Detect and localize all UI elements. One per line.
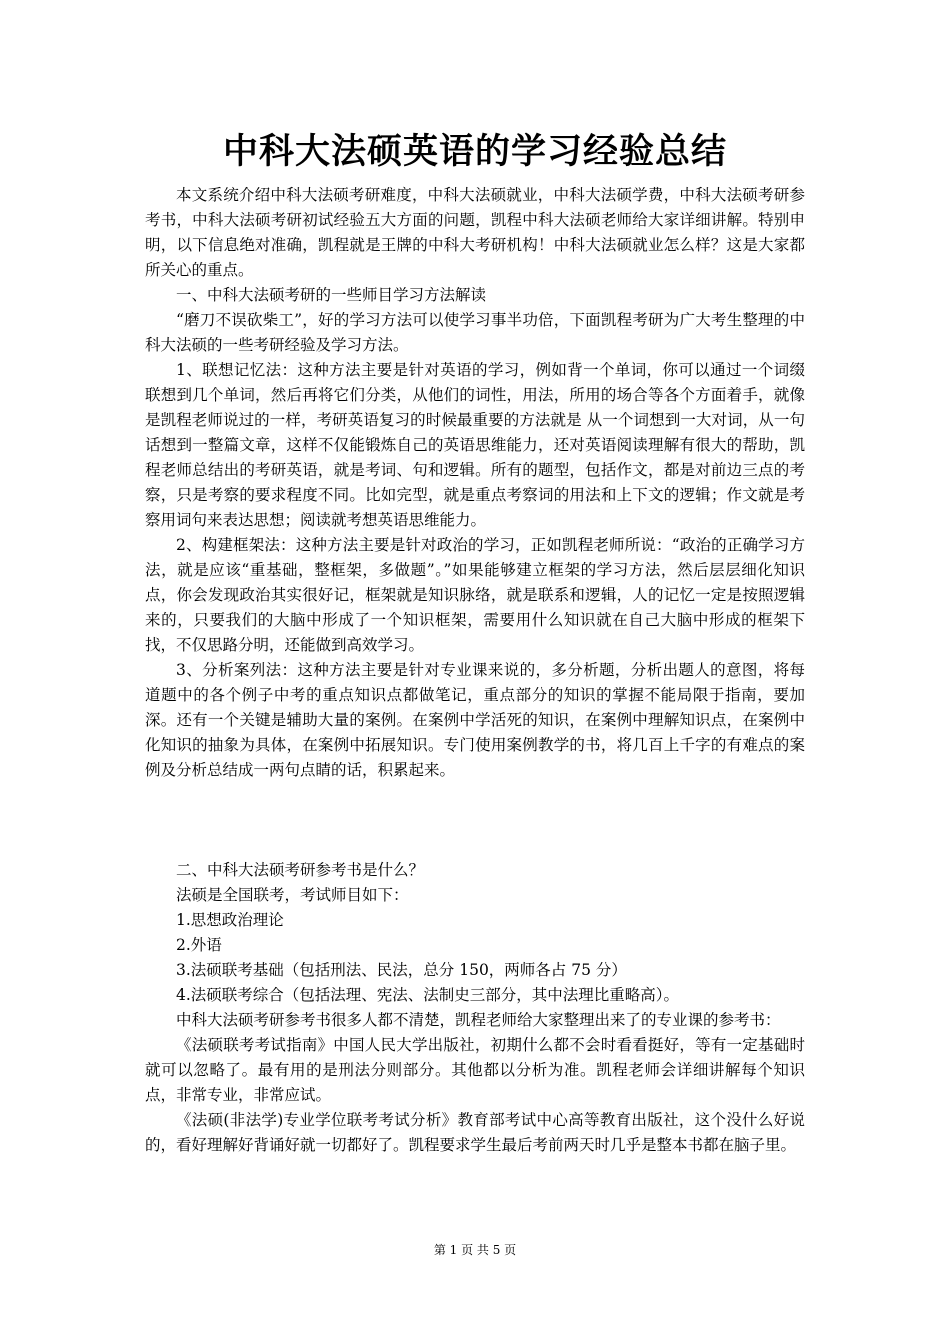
list-item: 2.外语 xyxy=(176,936,222,954)
body-paragraph: 《法硕联考考试指南》中国人民大学出版社，初期什么都不会时看看挺好，等有一定基础时就可以忽略了。最有用的是刑法分则部分。其他都以分析为准。凯程老师会详细讲解每个知识点，非常专业，非常应试。 xyxy=(145,1036,805,1104)
document-title: 中科大法硕英语的学习经验总结 xyxy=(222,131,727,172)
section-heading-2: 二、中科大法硕考研参考书是什么？ xyxy=(176,861,425,879)
body-paragraph: 法硕是全国联考，考试师目如下： xyxy=(176,886,409,904)
intro-paragraph: 本文系统介绍中科大法硕考研难度，中科大法硕就业，中科大法硕学费，中科大法硕考研参考书，中科大法硕考研初试经验五大方面的问题，凯程中科大法硕老师给大家详细讲解。特别申明，以下信息绝对准确，凯程就是王牌的中科大考研机构！中科大法硕就业怎么样？这是大家都所关心的重点。 xyxy=(145,186,805,279)
list-item: 4.法硕联考综合（包括法理、宪法、法制史三部分，其中法理比重略高）。 xyxy=(176,986,680,1004)
page-footer: 第 1 页 共 5 页 xyxy=(433,1243,517,1257)
body-paragraph: 2、构建框架法：这种方法主要是针对政治的学习，正如凯程老师所说：“政治的正确学习方法，就是应该“重基础，整框架，多做题”。”如果能够建立框架的学习方法，然后层层细化知识点，你会发现政治其实很好记，框架就是知识脉络，就是联系和逻辑，人的记忆一定是按照逻辑来的，只要我们的大脑中形成了一个知识框架，需要用什么知识就在自己大脑中形成的框架下找，不仅思路分明，还能做到高效学习。 xyxy=(145,536,805,654)
body-paragraph: 中科大法硕考研参考书很多人都不清楚，凯程老师给大家整理出来了的专业课的参考书： xyxy=(176,1011,781,1029)
document-body xyxy=(145,183,805,1158)
list-item: 1.思想政治理论 xyxy=(176,911,284,929)
section-gap xyxy=(145,783,805,858)
section-heading-1: 一、中科大法硕考研的一些师目学习方法解读 xyxy=(176,286,487,304)
body-paragraph: “磨刀不误砍柴工”，好的学习方法可以使学习事半功倍，下面凯程考研为广大考生整理的中科大法硕的一些考研经验及学习方法。 xyxy=(145,311,805,354)
body-paragraph: 3、分析案列法：这种方法主要是针对专业课来说的，多分析题，分析出题人的意图，将每道题中的各个例子中考的重点知识点都做笔记，重点部分的知识的掌握不能局限于指南，要加深。还有一个关键是辅助大量的案例。在案例中学活死的知识，在案例中理解知识点，在案例中化知识的抽象为具体，在案例中拓展知识。专门使用案例教学的书，将几百上千字的有难点的案例及分析总结成一两句点睛的话，积累起来。 xyxy=(145,661,805,779)
body-paragraph: 《法硕(非法学)专业学位联考考试分析》教育部考试中心高等教育出版社，这个没什么好说的，看好理解好背诵好就一切都好了。凯程要求学生最后考前两天时几乎是整本书都在脑子里。 xyxy=(145,1111,805,1154)
list-item: 3.法硕联考基础（包括刑法、民法，总分 150，两师各占 75 分） xyxy=(176,961,627,979)
body-paragraph: 1、联想记忆法：这种方法主要是针对英语的学习，例如背一个单词，你可以通过一个词缀联想到几个单词，然后再将它们分类，从他们的词性，用法，所用的场合等各个方面着手，就像是凯程老师说过的一样，考研英语复习的时候最重要的方法就是 从一个词想到一大对词，从一句话想到一整篇文章，这样不仅能锻炼自己的英语思维能力，还对英语阅读理解有很大的帮助，凯程老师总结出的考研英语，就是考词、句和逻辑。所有的题型，包括作文，都是对前边三点的考察，只是考察的要求程度不同。比如完型，就是重点考察词的用法和上下文的逻辑；作文就是考察用词句来表达思想；阅读就考想英语思维能力。 xyxy=(145,361,805,529)
